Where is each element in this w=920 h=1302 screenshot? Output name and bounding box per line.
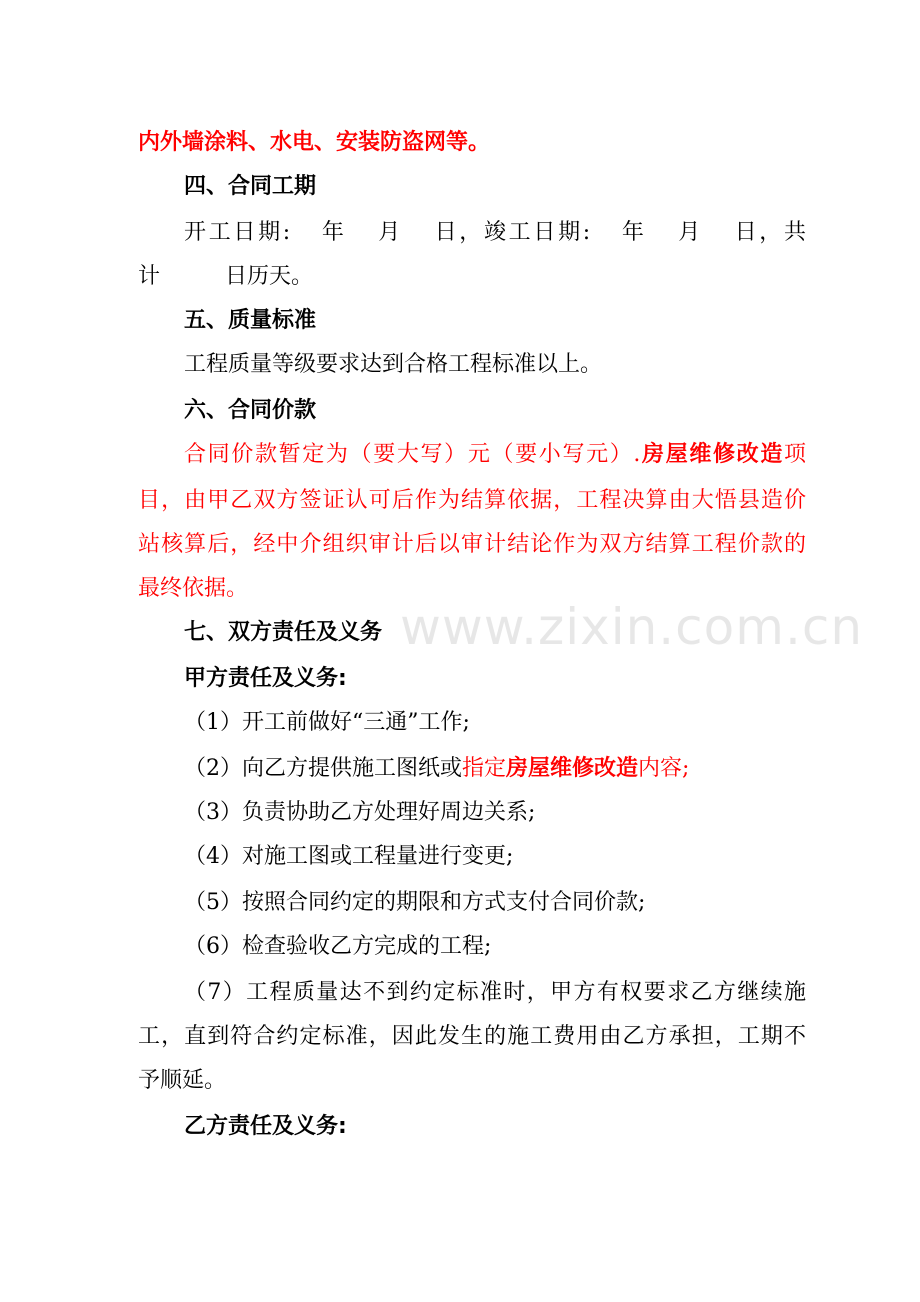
party-a-item-7-line-2: 工，直到符合约定标准，因此发生的施工费用由乙方承担，工期不 bbox=[138, 1024, 806, 1049]
price-text-c: 项 bbox=[783, 442, 806, 467]
price-line-2: 目，由甲乙双方签证认可后作为结算依据，工程决算由大悟县造价 bbox=[138, 488, 806, 513]
price-text-a: 合同价款暂定为（要大写）元（要小写元）. bbox=[184, 442, 641, 467]
party-a-item-5: （5）按照合同约定的期限和方式支付合同价款; bbox=[184, 890, 646, 915]
price-line-4-text: 最终依据。 bbox=[138, 576, 249, 601]
party-b-title: 乙方责任及义务: bbox=[184, 1114, 347, 1139]
item-2-text-4: 内容; bbox=[638, 756, 690, 781]
period-line-1 bbox=[184, 218, 806, 248]
item-2-text-2: 指定 bbox=[462, 756, 507, 781]
price-line-1 bbox=[184, 440, 806, 470]
price-highlight: 房屋维修改造 bbox=[640, 442, 784, 467]
item-2-text-1: （2）向乙方提供施工图纸或 bbox=[184, 756, 462, 781]
quality-text: 工程质量等级要求达到合格工程标准以上。 bbox=[184, 352, 603, 377]
section-heading-quality: 五、质量标准 bbox=[184, 308, 317, 333]
party-a-item-2 bbox=[184, 754, 806, 784]
party-a-item-3: （3）负责协助乙方处理好周边关系; bbox=[184, 800, 536, 825]
price-line-3: 站核算后，经中介组织审计后以审计结论作为双方结算工程价款的 bbox=[138, 532, 806, 557]
party-a-item-6: （6）检查验收乙方完成的工程; bbox=[184, 934, 492, 959]
party-a-item-7-line-3: 予顺延。 bbox=[138, 1068, 227, 1093]
section-heading-period: 四、合同工期 bbox=[184, 174, 317, 199]
watermark: www.zixin.com.cn bbox=[400, 598, 864, 656]
section-heading-duties: 七、双方责任及义务 bbox=[184, 620, 383, 645]
party-a-title: 甲方责任及义务: bbox=[184, 666, 347, 691]
party-a-item-1: （1）开工前做好“三通”工作; bbox=[184, 710, 470, 735]
period-line-2: 计 日历天。 bbox=[138, 264, 313, 289]
section-heading-price: 六、合同价款 bbox=[184, 398, 317, 423]
item-2-highlight: 房屋维修改造 bbox=[506, 756, 639, 781]
period-line-1-text: 开工日期: 年 月 日，竣工日期: 年 月 日，共 bbox=[184, 220, 806, 245]
party-a-item-7-line-1: （7）工程质量达不到约定标准时，甲方有权要求乙方继续施 bbox=[184, 980, 806, 1005]
scope-line: 内外墙涂料、水电、安装防盗网等。 bbox=[138, 130, 491, 155]
party-a-item-4: （4）对施工图或工程量进行变更; bbox=[184, 844, 514, 869]
